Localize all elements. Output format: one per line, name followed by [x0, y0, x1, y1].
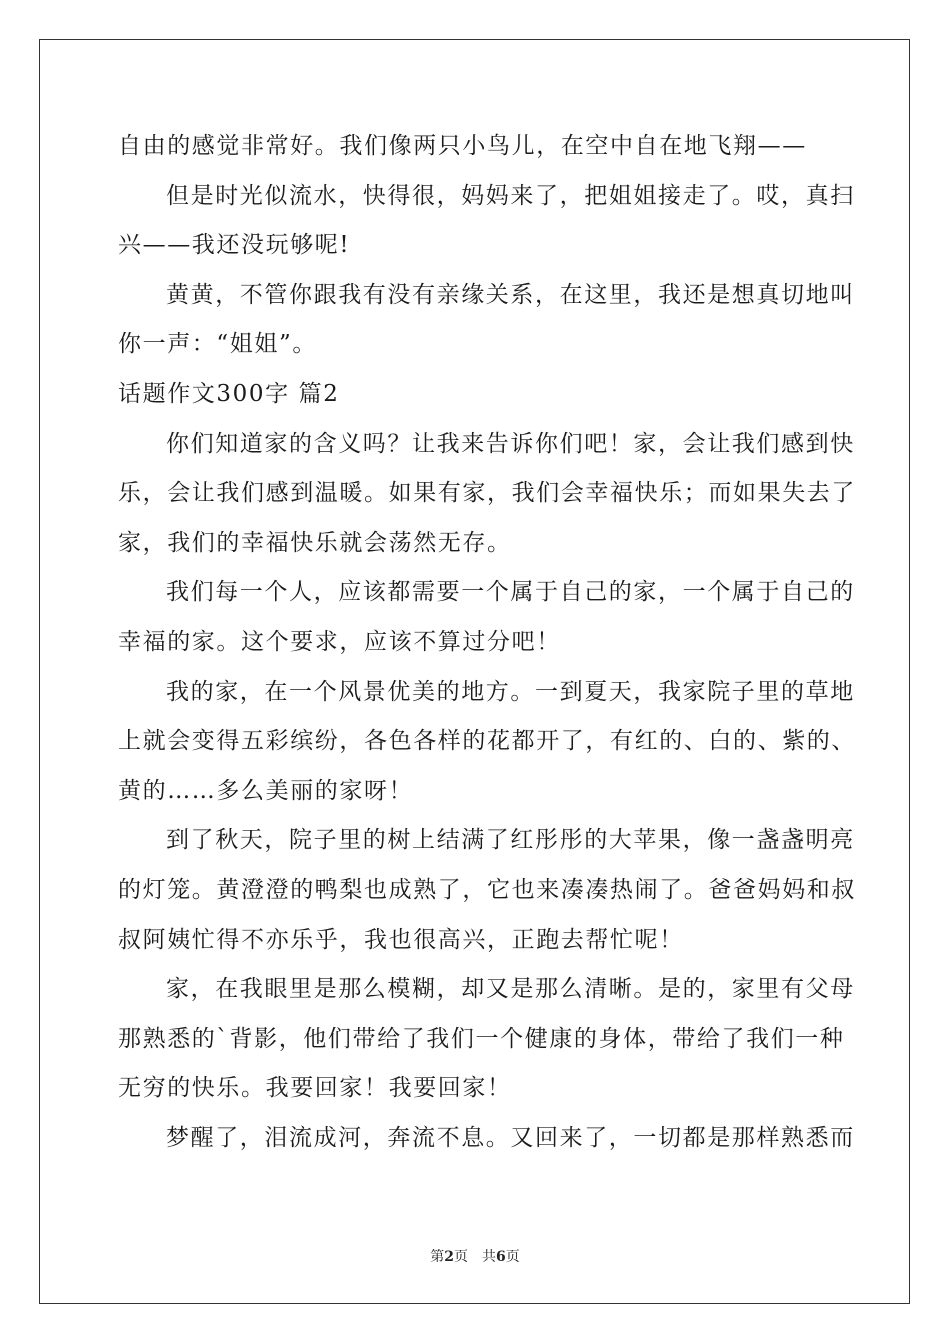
text-line: 黄黄，不管你跟我有没有亲缘关系，在这里，我还是想真切地叫 [166, 281, 855, 308]
text-line: 你们知道家的含义吗？让我来告诉你们吧！家，会让我们感到快 [166, 430, 855, 457]
text-line: 幸福的家。这个要求，应该不算过分吧！ [118, 628, 561, 655]
page-footer [0, 1247, 950, 1267]
page-suffix: 页 [454, 1249, 468, 1265]
text-line: 家，我们的幸福快乐就会荡然无存。 [118, 529, 512, 556]
text-line: 叔阿姨忙得不亦乐乎，我也很高兴，正跑去帮忙呢！ [118, 926, 684, 953]
text-line: 的灯笼。黄澄澄的鸭梨也成熟了，它也来凑凑热闹了。爸爸妈妈和叔 [118, 876, 856, 903]
section-heading: 话题作文300字 篇2 [118, 380, 340, 407]
text-line: 我们每一个人，应该都需要一个属于自己的家，一个属于自己的 [166, 579, 855, 606]
text-line: 自由的感觉非常好。我们像两只小鸟儿，在空中自在地飞翔—— [118, 133, 807, 159]
text-line: 梦醒了，泪流成河，奔流不息。又回来了，一切都是那样熟悉而 [166, 1124, 855, 1151]
text-line: 黄的……多么美丽的家呀！ [118, 777, 414, 804]
total-prefix: 共 [482, 1249, 496, 1265]
text-line: 我的家，在一个风景优美的地方。一到夏天，我家院子里的草地 [166, 678, 855, 705]
text-line: 无穷的快乐。我要回家！我要回家！ [118, 1075, 512, 1102]
text-line: 家，在我眼里是那么模糊，却又是那么清晰。是的，家里有父母 [166, 976, 855, 1003]
total-suffix: 页 [505, 1249, 520, 1265]
text-line: 但是时光似流水，快得很，妈妈来了，把姐姐接走了。哎，真扫 [166, 182, 855, 209]
text-line: 那熟悉的`背影，他们带给了我们一个健康的身体，带给了我们一种 [118, 1025, 845, 1052]
text-line: 你一声：“姐姐”。 [118, 331, 317, 358]
text-line: 到了秋天，院子里的树上结满了红彤彤的大苹果，像一盏盏明亮 [166, 827, 855, 854]
page-number: 2 [444, 1249, 454, 1265]
text-line: 上就会变得五彩缤纷，各色各样的花都开了，有红的、白的、紫的、 [118, 728, 856, 755]
page-prefix: 第 [430, 1249, 445, 1265]
document-body [118, 122, 856, 1163]
text-line: 乐，会让我们感到温暖。如果有家，我们会幸福快乐；而如果失去了 [118, 480, 856, 507]
total-pages: 6 [496, 1249, 506, 1265]
text-line: 兴——我还没玩够呢! [118, 232, 351, 259]
